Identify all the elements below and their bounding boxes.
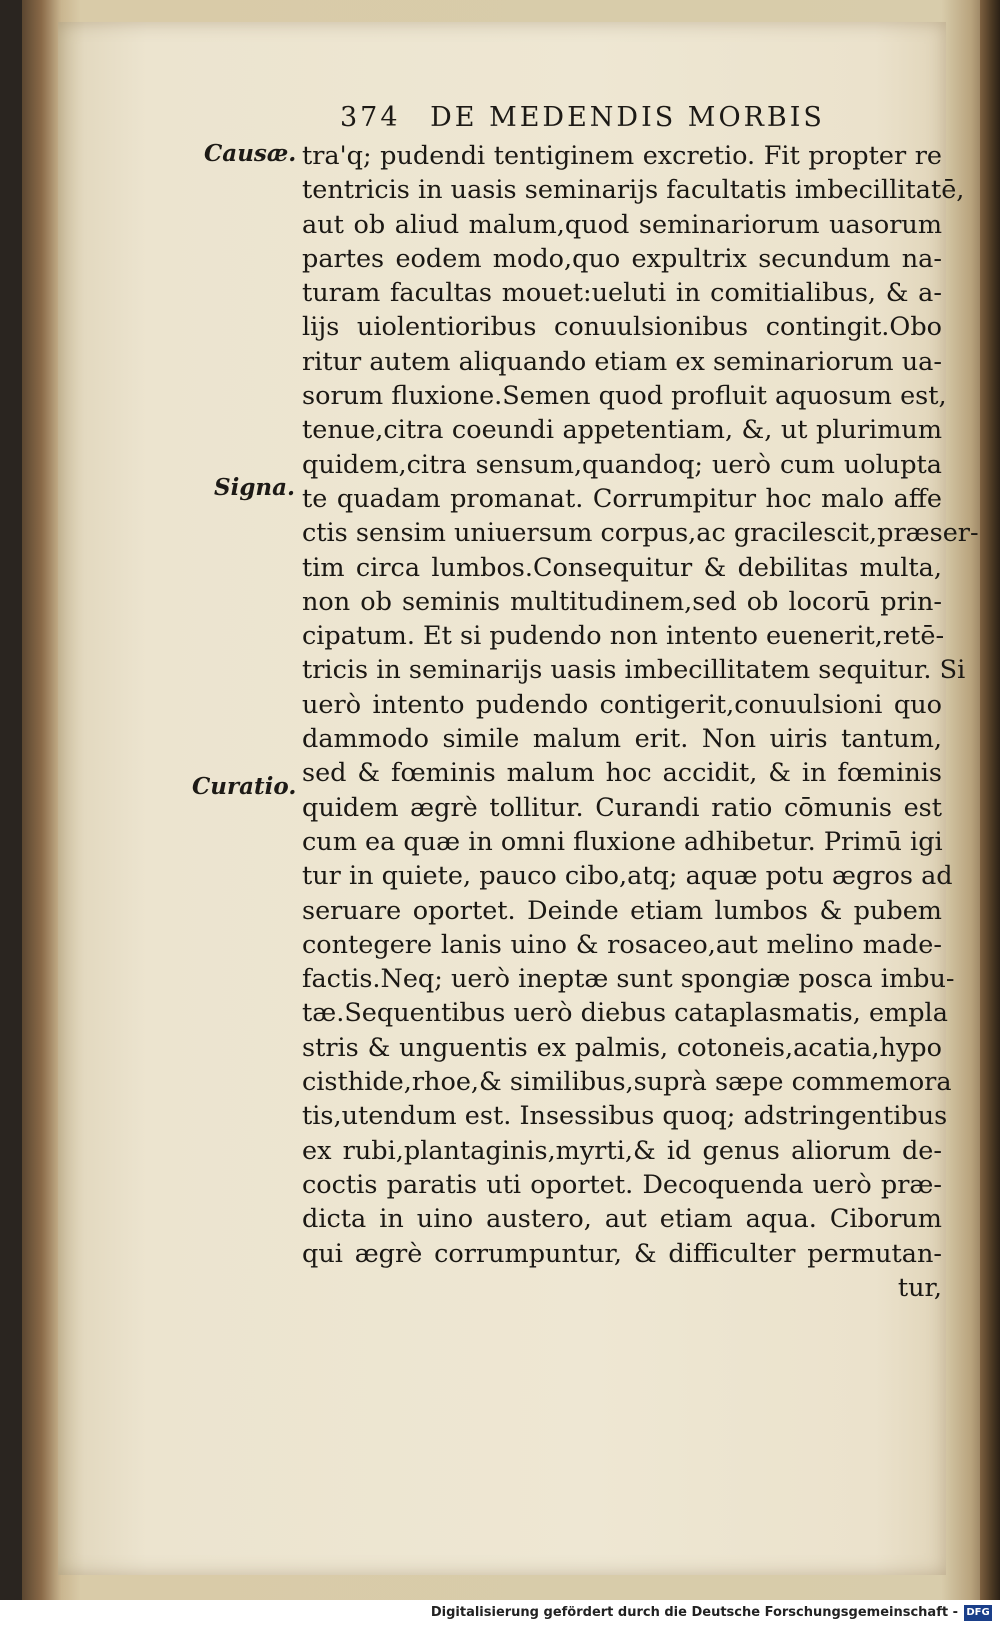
text-line: te quadam promanat. Corrumpitur hoc malo affe xyxy=(302,483,942,514)
book-spine xyxy=(980,0,1000,1600)
dfg-logo: DFG xyxy=(964,1605,992,1621)
text-line: tur, xyxy=(897,1272,942,1303)
text-line: aut ob aliud malum,quod seminariorum uasorum xyxy=(302,209,942,240)
margin-note-signa: Signa. xyxy=(214,474,296,501)
funding-credit: Digitalisierung gefördert durch die Deutsche Forschungsgemeinschaft - xyxy=(430,1605,958,1620)
text-line: tentricis in uasis seminarijs facultatis imbecillitatē, xyxy=(302,175,965,206)
margin-note-curatio: Curatio. xyxy=(192,773,297,800)
text-line: factis.Neq; uerò ineptæ sunt spongiæ posca imbu- xyxy=(302,964,955,995)
text-line: lijs uiolentioribus conuulsionibus contingit.Obo xyxy=(302,312,942,343)
text-line: contegere lanis uino & rosaceo,aut melino made- xyxy=(302,929,942,960)
text-line: coctis paratis uti oportet. Decoquenda uerò præ- xyxy=(302,1169,942,1200)
text-line: quidem ægrè tollitur. Curandi ratio cōmunis est xyxy=(302,792,942,823)
text-line: seruare oportet. Deinde etiam lumbos & pubem xyxy=(302,895,942,926)
page-number: 374 xyxy=(340,102,401,133)
text-line: cipatum. Et si pudendo non intento euenerit,retē- xyxy=(302,621,945,652)
text-line: qui ægrè corrumpuntur, & difficulter permutan- xyxy=(302,1238,942,1269)
text-line: partes eodem modo,quo expultrix secundum na- xyxy=(302,243,942,274)
text-line: sorum fluxione.Semen quod profluit aquosum est, xyxy=(302,381,947,412)
running-head xyxy=(340,102,825,133)
text-line: quidem,citra sensum,quandoq; uerò cum uolupta xyxy=(302,449,942,480)
running-title: DE MEDENDIS MORBIS xyxy=(430,102,825,133)
text-line: tricis in seminarijs uasis imbecillitatem sequitur. Si xyxy=(302,655,966,686)
text-line: tur in quiete, pauco cibo,atq; aquæ potu ægros ad xyxy=(302,861,953,892)
text-line: ritur autem aliquando etiam ex seminariorum ua- xyxy=(302,346,942,377)
text-line: cisthide,rhoe,& similibus,suprà sæpe commemora xyxy=(302,1067,952,1098)
text-line: non ob seminis multitudinem,sed ob locorū prin- xyxy=(302,586,942,617)
text-line: tenue,citra coeundi appetentiam, &, ut plurimum xyxy=(302,415,942,446)
body-text xyxy=(302,139,979,1305)
text-line: dicta in uino austero, aut etiam aqua. Ciborum xyxy=(302,1204,942,1235)
text-line: cum ea quæ in omni fluxione adhibetur. Primū igi xyxy=(302,826,943,857)
text-line: sed & fœminis malum hoc accidit, & in fœminis xyxy=(302,758,942,789)
text-line: stris & unguentis ex palmis, cotoneis,acatia,hypo xyxy=(302,1032,942,1063)
footer-bar xyxy=(0,1600,1000,1627)
text-line: uerò intento pudendo contigerit,conuulsioni quo xyxy=(302,689,942,720)
text-line: tis,utendum est. Insessibus quoq; adstringentibus xyxy=(302,1101,948,1132)
margin-note-causae: Causæ. xyxy=(204,140,297,167)
text-line: dammodo simile malum erit. Non uiris tantum, xyxy=(302,724,942,755)
text-line: ctis sensim uniuersum corpus,ac gracilescit,præser- xyxy=(302,518,979,549)
text-line: turam facultas mouet:ueluti in comitialibus, & a- xyxy=(302,278,942,309)
text-line: tim circa lumbos.Consequitur & debilitas multa, xyxy=(302,552,942,583)
text-line: ex rubi,plantaginis,myrti,& id genus aliorum de- xyxy=(302,1135,942,1166)
text-line: tra'q; pudendi tentiginem excretio. Fit propter re xyxy=(302,141,942,171)
text-line: tæ.Sequentibus uerò diebus cataplasmatis, empla xyxy=(302,998,948,1029)
